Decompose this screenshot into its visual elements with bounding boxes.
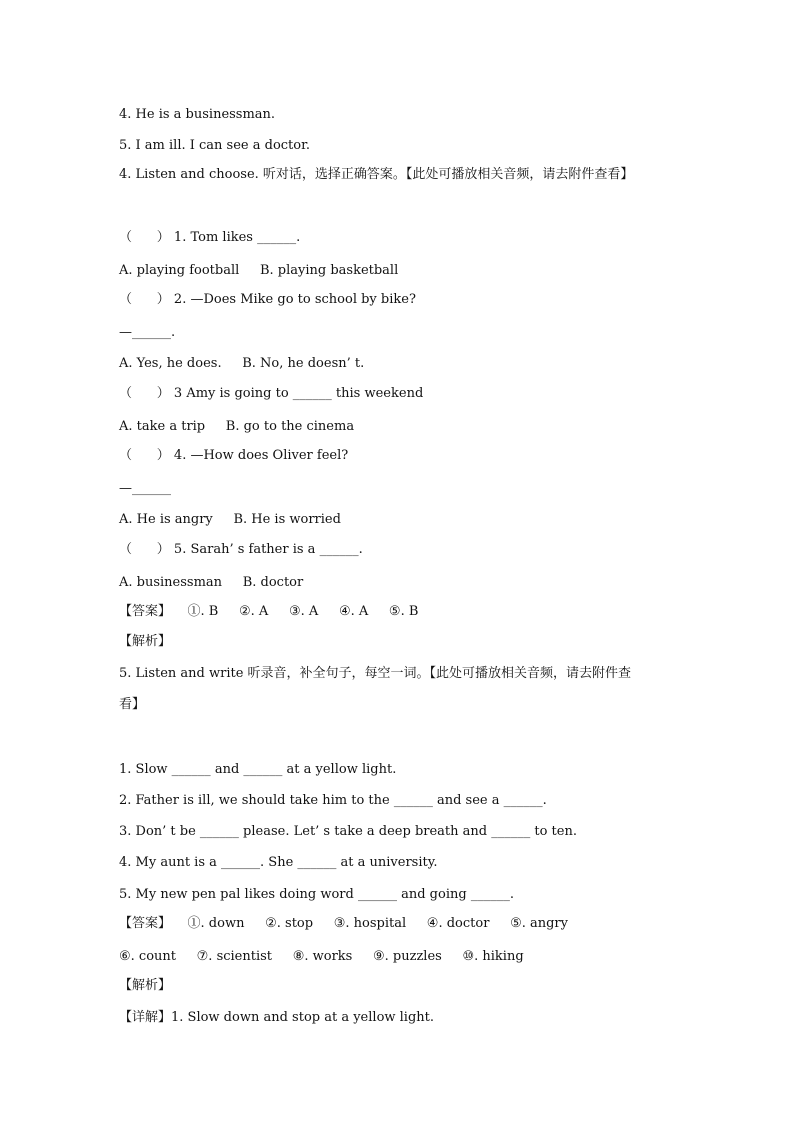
analysis-label: 【解析】: [119, 634, 172, 649]
question-line: 4. My aunt is a ______. She ______ at a university.: [119, 855, 438, 870]
analysis-label: 【解析】: [119, 978, 172, 993]
question-line: 5. My new pen pal likes doing word ______ and going ______.: [119, 887, 514, 902]
question-line: （ ） 3 Amy is going to ______ this weekend: [119, 386, 424, 401]
question-line: 1. Slow ______ and ______ at a yellow light.: [119, 762, 397, 777]
question-line: （ ） 2. —Does Mike go to school by bike?: [119, 292, 416, 307]
question-line: （ ） 1. Tom likes ______.: [119, 230, 301, 245]
answer-options: A. businessman B. doctor: [119, 575, 304, 590]
text-line: —______.: [119, 325, 176, 340]
question-line: （ ） 5. Sarah’ s father is a ______.: [119, 542, 363, 557]
answer-options: A. He is angry B. He is worried: [119, 512, 341, 527]
text-line: 5. I am ill. I can see a doctor.: [119, 138, 311, 153]
question-line: （ ） 4. —How does Oliver feel?: [119, 448, 349, 463]
section-heading: 5. Listen and write 听录音，补全句子，每空一词。【此处可播放相关音频，请去附件查: [119, 666, 632, 681]
text-line: —______: [119, 481, 171, 496]
answer-options: A. playing football B. playing basketball: [119, 263, 399, 278]
detail-explanation: 【详解】1. Slow down and stop at a yellow light.: [119, 1010, 435, 1025]
answer-options: A. take a trip B. go to the cinema: [119, 419, 355, 434]
answer-key: ⑥. count ⑦. scientist ⑧. works ⑨. puzzles ⑩. hiking: [119, 949, 524, 964]
section-heading-continued: 看】: [119, 697, 146, 712]
section-heading: 4. Listen and choose. 听对话，选择正确答案。【此处可播放相关音频，请去附件查看】: [119, 167, 634, 182]
answer-options: A. Yes, he does. B. No, he doesn’ t.: [119, 356, 365, 371]
answer-key: 【答案】 ①. B ②. A ③. A ④. A ⑤. B: [119, 604, 419, 619]
text-line: 4. He is a businessman.: [119, 107, 276, 122]
question-line: 3. Don’ t be ______ please. Let’ s take a deep breath and ______ to ten.: [119, 824, 577, 839]
question-line: 2. Father is ill, we should take him to the ______ and see a ______.: [119, 793, 547, 808]
answer-key: 【答案】 ①. down ②. stop ③. hospital ④. doctor ⑤. angry: [119, 916, 568, 931]
